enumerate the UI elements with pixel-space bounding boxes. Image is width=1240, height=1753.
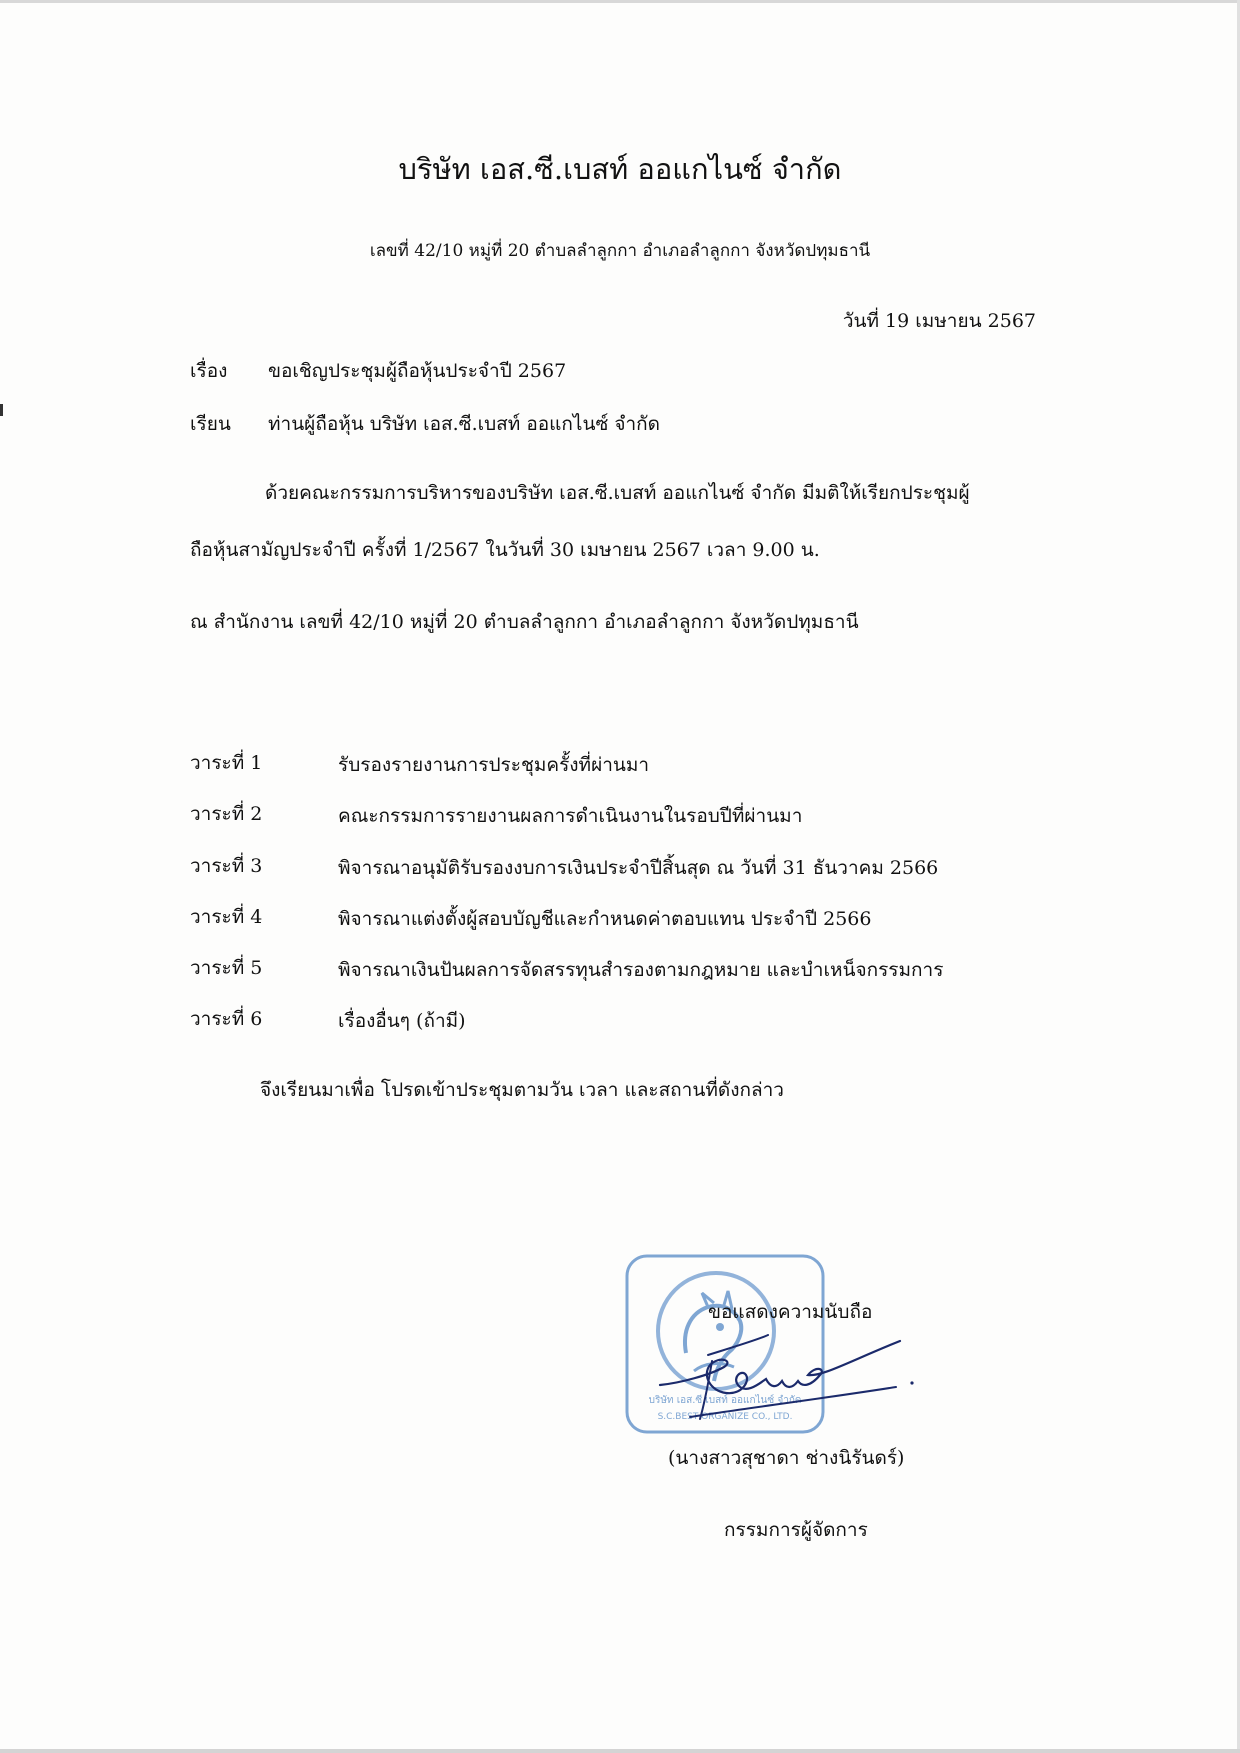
- body-line-2: ถือหุ้นสามัญประจำปี ครั้งที่ 1/2567 ในวันที่ 30 เมษายน 2567 เวลา 9.00 น.: [190, 539, 820, 561]
- agenda-number: วาระที่ 3: [190, 855, 263, 877]
- agenda-number: วาระที่ 1: [190, 752, 263, 774]
- signer-name: (นางสาวสุชาดา ช่างนิรันดร์): [668, 1447, 905, 1469]
- subject-label: เรื่อง: [190, 360, 228, 382]
- body-line-3: ณ สำนักงาน เลขที่ 42/10 หมู่ที่ 20 ตำบลลำลูกกา อำเภอลำลูกกา จังหวัดปทุมธานี: [190, 611, 859, 633]
- scan-edge-bottom: [0, 1749, 1240, 1753]
- company-address: เลขที่ 42/10 หมู่ที่ 20 ตำบลลำลูกกา อำเภอลำลูกกา จังหวัดปทุมธานี: [369, 241, 871, 261]
- agenda-text: พิจารณาแต่งตั้งผู้สอบบัญชีและกำหนดค่าตอบแทน ประจำปี 2566: [338, 908, 872, 930]
- agenda-number: วาระที่ 6: [190, 1008, 263, 1030]
- closing-sentence: จึงเรียนมาเพื่อ โปรดเข้าประชุมตามวัน เวลา และสถานที่ดังกล่าว: [260, 1079, 784, 1101]
- handwritten-signature: [650, 1325, 920, 1425]
- stamp-english-text: S.C.BEST ORGANIZE CO., LTD.: [657, 1412, 793, 1422]
- letter-date: วันที่ 19 เมษายน 2567: [842, 310, 1036, 332]
- agenda-text: พิจารณาอนุมัติรับรองงบการเงินประจำปีสิ้นสุด ณ วันที่ 31 ธันวาคม 2566: [338, 857, 939, 879]
- agenda-text: รับรองรายงานการประชุมครั้งที่ผ่านมา: [338, 754, 650, 776]
- subject-text: ขอเชิญประชุมผู้ถือหุ้นประจำปี 2567: [268, 360, 567, 382]
- scan-edge-top: [0, 0, 1240, 3]
- agenda-text: เรื่องอื่นๆ (ถ้ามี): [338, 1010, 466, 1032]
- agenda-text: คณะกรรมการรายงานผลการดำเนินงานในรอบปีที่ผ่านมา: [338, 805, 803, 827]
- company-name-heading: บริษัท เอส.ซี.เบสท์ ออแกไนซ์ จำกัด: [398, 152, 842, 186]
- regards-line: ขอแสดงความนับถือ: [708, 1301, 873, 1323]
- recipient-text: ท่านผู้ถือหุ้น บริษัท เอส.ซี.เบสท์ ออแกไนซ์ จำกัด: [268, 413, 661, 435]
- scan-margin-mark: [0, 404, 3, 416]
- agenda-text: พิจารณาเงินปันผลการจัดสรรทุนสำรองตามกฎหมาย และบำเหน็จกรรมการ: [338, 959, 944, 981]
- signer-title: กรรมการผู้จัดการ: [724, 1519, 868, 1541]
- stamp-thai-text: บริษัท เอส.ซี.เบสท์ ออแกไนซ์ จำกัด: [648, 1395, 802, 1406]
- recipient-label: เรียน: [190, 413, 231, 435]
- agenda-number: วาระที่ 2: [190, 803, 263, 825]
- body-line-1: ด้วยคณะกรรมการบริหารของบริษัท เอส.ซี.เบสท์ ออแกไนซ์ จำกัด มีมติให้เรียกประชุมผู้: [265, 482, 970, 504]
- agenda-number: วาระที่ 4: [190, 906, 263, 928]
- agenda-number: วาระที่ 5: [190, 957, 263, 979]
